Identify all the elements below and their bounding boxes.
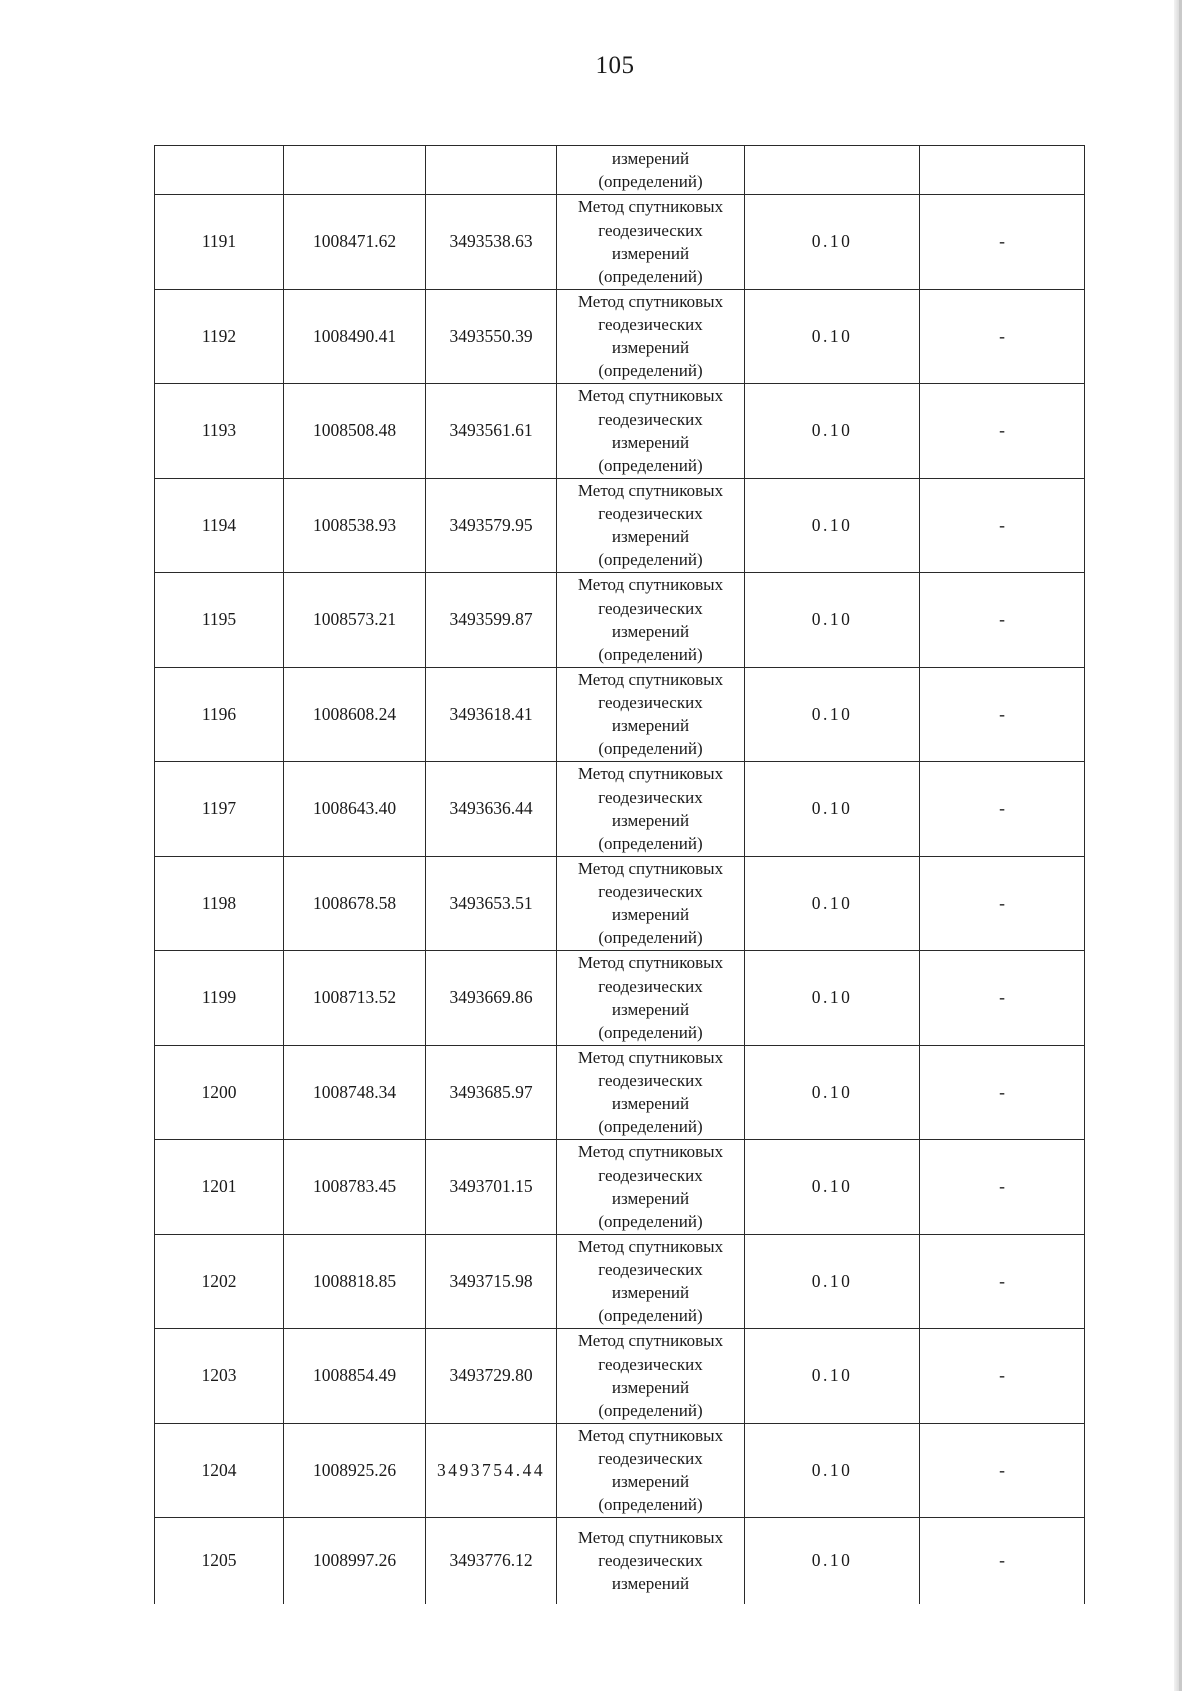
table-row bbox=[155, 384, 1085, 479]
cell-y: 3493729.80 bbox=[426, 1329, 557, 1424]
cell-note: - bbox=[920, 951, 1085, 1046]
cell-x: 1008854.49 bbox=[284, 1329, 426, 1424]
cell-accuracy: 0.10 bbox=[745, 762, 920, 857]
cell-y: 3493636.44 bbox=[426, 762, 557, 857]
cell-y: 3493653.51 bbox=[426, 856, 557, 951]
page-edge-shadow bbox=[1174, 0, 1200, 1691]
cell-y: 3493538.63 bbox=[426, 195, 557, 290]
cell-accuracy: 0.10 bbox=[745, 1518, 920, 1604]
cell-method: Метод спутниковых геодезических измерений (определений) bbox=[557, 762, 745, 857]
cell-method: Метод спутниковых геодезических измерений (определений) bbox=[557, 289, 745, 384]
cell-note: - bbox=[920, 762, 1085, 857]
cell-accuracy: 0.10 bbox=[745, 951, 920, 1046]
coordinates-table bbox=[154, 145, 1085, 1604]
cell-y: 3493776.12 bbox=[426, 1518, 557, 1604]
cell-accuracy: 0.10 bbox=[745, 856, 920, 951]
cell-method: Метод спутниковых геодезических измерений (определений) bbox=[557, 1140, 745, 1235]
cell-accuracy: 0.10 bbox=[745, 667, 920, 762]
cell-method: Метод спутниковых геодезических измерений bbox=[557, 1518, 745, 1604]
cell-accuracy: 0.10 bbox=[745, 1329, 920, 1424]
cell-method: Метод спутниковых геодезических измерений (определений) bbox=[557, 573, 745, 668]
page-number: 105 bbox=[595, 52, 635, 79]
table-row bbox=[155, 951, 1085, 1046]
cell-method: Метод спутниковых геодезических измерений (определений) bbox=[557, 478, 745, 573]
cell-note: - bbox=[920, 1518, 1085, 1604]
cell-method: Метод спутниковых геодезических измерений (определений) bbox=[557, 1423, 745, 1518]
cell-accuracy: 0.10 bbox=[745, 1423, 920, 1518]
cell-y bbox=[426, 146, 557, 195]
cell-accuracy: 0.10 bbox=[745, 1045, 920, 1140]
table-row-continuation bbox=[155, 146, 1085, 195]
cell-note: - bbox=[920, 573, 1085, 668]
cell-x: 1008490.41 bbox=[284, 289, 426, 384]
cell-y: 3493561.61 bbox=[426, 384, 557, 479]
cell-x: 1008748.34 bbox=[284, 1045, 426, 1140]
table-row bbox=[155, 195, 1085, 290]
cell-point: 1200 bbox=[155, 1045, 284, 1140]
cell-accuracy: 0.10 bbox=[745, 195, 920, 290]
table-row bbox=[155, 1234, 1085, 1329]
cell-point: 1192 bbox=[155, 289, 284, 384]
cell-point: 1202 bbox=[155, 1234, 284, 1329]
table-row bbox=[155, 289, 1085, 384]
cell-x: 1008508.48 bbox=[284, 384, 426, 479]
cell-method: Метод спутниковых геодезических измерений (определений) bbox=[557, 1045, 745, 1140]
cell-method: Метод спутниковых геодезических измерений (определений) bbox=[557, 195, 745, 290]
cell-point: 1198 bbox=[155, 856, 284, 951]
cell-note: - bbox=[920, 1329, 1085, 1424]
table-row bbox=[155, 478, 1085, 573]
cell-note: - bbox=[920, 1140, 1085, 1235]
cell-note: - bbox=[920, 856, 1085, 951]
cell-x: 1008925.26 bbox=[284, 1423, 426, 1518]
cell-note: - bbox=[920, 289, 1085, 384]
cell-x: 1008783.45 bbox=[284, 1140, 426, 1235]
table-row bbox=[155, 856, 1085, 951]
cell-x: 1008678.58 bbox=[284, 856, 426, 951]
cell-note bbox=[920, 146, 1085, 195]
cell-x bbox=[284, 146, 426, 195]
cell-x: 1008643.40 bbox=[284, 762, 426, 857]
cell-y: 3493599.87 bbox=[426, 573, 557, 668]
cell-accuracy: 0.10 bbox=[745, 1234, 920, 1329]
cell-x: 1008713.52 bbox=[284, 951, 426, 1046]
cell-y: 3493754.44 bbox=[426, 1423, 557, 1518]
cell-point: 1195 bbox=[155, 573, 284, 668]
cell-y: 3493618.41 bbox=[426, 667, 557, 762]
cell-method: Метод спутниковых геодезических измерений (определений) bbox=[557, 951, 745, 1046]
cell-method: Метод спутниковых геодезических измерений (определений) bbox=[557, 1329, 745, 1424]
cell-method: Метод спутниковых геодезических измерений (определений) bbox=[557, 856, 745, 951]
table-row bbox=[155, 762, 1085, 857]
cell-point: 1191 bbox=[155, 195, 284, 290]
cell-note: - bbox=[920, 384, 1085, 479]
cell-x: 1008573.21 bbox=[284, 573, 426, 668]
cell-y: 3493701.15 bbox=[426, 1140, 557, 1235]
cell-method: Метод спутниковых геодезических измерений (определений) bbox=[557, 1234, 745, 1329]
cell-x: 1008818.85 bbox=[284, 1234, 426, 1329]
table-row bbox=[155, 1140, 1085, 1235]
table-row bbox=[155, 1329, 1085, 1424]
cell-x: 1008471.62 bbox=[284, 195, 426, 290]
cell-method: Метод спутниковых геодезических измерений (определений) bbox=[557, 667, 745, 762]
cell-point: 1204 bbox=[155, 1423, 284, 1518]
table-row bbox=[155, 667, 1085, 762]
table-row bbox=[155, 1423, 1085, 1518]
cell-x: 1008608.24 bbox=[284, 667, 426, 762]
cell-note: - bbox=[920, 1234, 1085, 1329]
table-body bbox=[155, 146, 1085, 1604]
cell-accuracy: 0.10 bbox=[745, 573, 920, 668]
cell-point: 1205 bbox=[155, 1518, 284, 1604]
cell-accuracy: 0.10 bbox=[745, 384, 920, 479]
cell-point: 1199 bbox=[155, 951, 284, 1046]
cell-point: 1196 bbox=[155, 667, 284, 762]
cell-accuracy: 0.10 bbox=[745, 478, 920, 573]
cell-note: - bbox=[920, 1045, 1085, 1140]
cell-point bbox=[155, 146, 284, 195]
cell-note: - bbox=[920, 195, 1085, 290]
cell-point: 1193 bbox=[155, 384, 284, 479]
cell-note: - bbox=[920, 667, 1085, 762]
cell-note: - bbox=[920, 1423, 1085, 1518]
cell-accuracy: 0.10 bbox=[745, 1140, 920, 1235]
cell-accuracy bbox=[745, 146, 920, 195]
cell-y: 3493669.86 bbox=[426, 951, 557, 1046]
cell-accuracy: 0.10 bbox=[745, 289, 920, 384]
cell-point: 1194 bbox=[155, 478, 284, 573]
cell-point: 1197 bbox=[155, 762, 284, 857]
cell-y: 3493579.95 bbox=[426, 478, 557, 573]
cell-method: измерений (определений) bbox=[557, 146, 745, 195]
cell-method: Метод спутниковых геодезических измерений (определений) bbox=[557, 384, 745, 479]
cell-y: 3493550.39 bbox=[426, 289, 557, 384]
cell-y: 3493685.97 bbox=[426, 1045, 557, 1140]
table-row bbox=[155, 1518, 1085, 1604]
cell-x: 1008997.26 bbox=[284, 1518, 426, 1604]
cell-note: - bbox=[920, 478, 1085, 573]
cell-point: 1201 bbox=[155, 1140, 284, 1235]
table-row bbox=[155, 1045, 1085, 1140]
cell-point: 1203 bbox=[155, 1329, 284, 1424]
cell-y: 3493715.98 bbox=[426, 1234, 557, 1329]
cell-x: 1008538.93 bbox=[284, 478, 426, 573]
page-edge-line bbox=[1179, 0, 1182, 1691]
table-row bbox=[155, 573, 1085, 668]
